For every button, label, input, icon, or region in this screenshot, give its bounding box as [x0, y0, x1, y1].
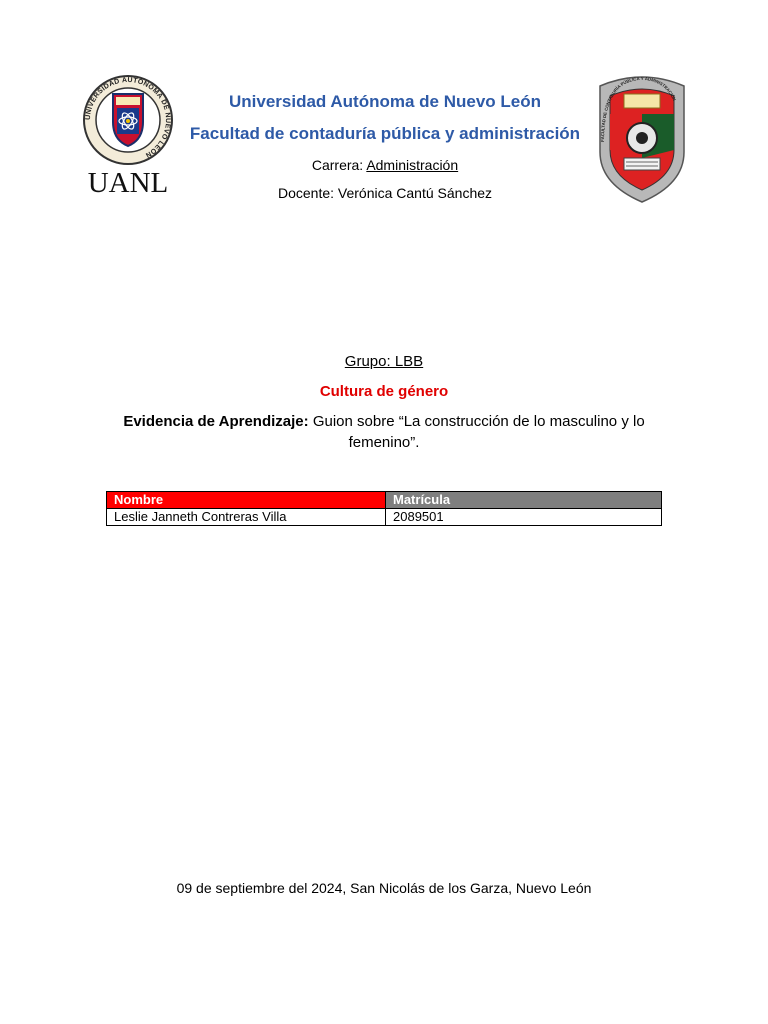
- header-matricula: Matrícula: [386, 492, 662, 509]
- date-location: 09 de septiembre del 2024, San Nicolás de los Garza, Nuevo León: [176, 880, 592, 896]
- carrera-line: [150, 157, 620, 173]
- students-table: [106, 491, 662, 526]
- grupo-text: Grupo: LBB: [344, 353, 424, 370]
- faculty-title: Facultad de contaduría pública y administración: [189, 124, 581, 143]
- student-name: Leslie Janneth Contreras Villa: [107, 509, 386, 526]
- course-title: Cultura de género: [319, 383, 449, 400]
- grupo-line: [0, 353, 768, 370]
- svg-text:UNIVERSIDAD AUTÓNOMA DE NUEVO: [85, 76, 171, 158]
- evidencia-line: [110, 411, 658, 453]
- uanl-seal-ring: [80, 72, 176, 168]
- uanl-seal-ring-text: UNIVERSIDAD AUTÓNOMA DE NUEVO LEÓN: [84, 76, 172, 159]
- university-title: Universidad Autónoma de Nuevo León: [228, 92, 542, 111]
- carrera-label: Carrera:: [311, 157, 367, 173]
- docente-line: Docente: Verónica Cantú Sánchez: [277, 185, 493, 201]
- carrera-value: Administración: [366, 157, 459, 173]
- evidencia-label: Evidencia de Aprendizaje:: [123, 413, 309, 430]
- table-header-row: [107, 492, 662, 509]
- header-nombre: Nombre: [107, 492, 386, 509]
- evidencia-text: Guion sobre “La construcción de lo masculino y lo femenino”.: [308, 413, 645, 451]
- student-id: 2089501: [386, 509, 662, 526]
- facpya-seal-ring-text: FACULTAD DE CONTADURÍA PÚBLICA Y ADMINISTRACIÓN: [599, 75, 678, 142]
- uanl-wordmark: UANL: [87, 167, 169, 199]
- table-row: [107, 509, 662, 526]
